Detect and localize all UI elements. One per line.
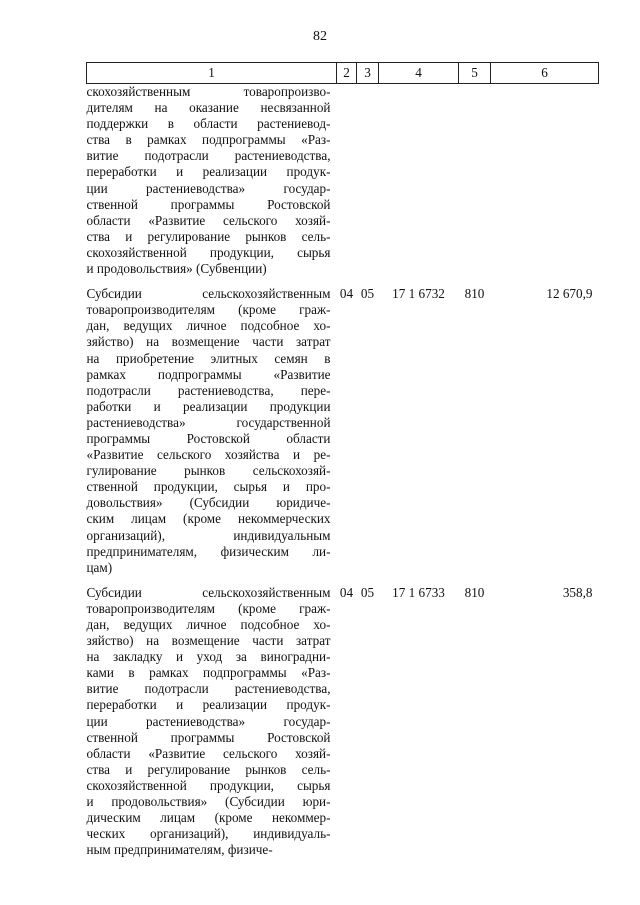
description-line: на закладку и уход за виноградни-	[86, 649, 331, 665]
description-line: ции растениеводства» государ-	[86, 180, 331, 196]
subsection-code: 05	[360, 286, 375, 302]
description-line: ческих организаций), индивидуаль-	[86, 826, 331, 842]
description-line: ственной программы Ростовской	[86, 729, 331, 745]
target-article-code: 17 1 6732	[392, 286, 445, 302]
description-line: ственной программы Ростовской	[86, 196, 331, 212]
description-line: ским лицам (кроме некоммерческих	[86, 511, 331, 527]
table-body	[87, 84, 599, 868]
description-line: области «Развитие сельского хозяй-	[86, 212, 331, 228]
amount-value: 358,8	[562, 584, 593, 600]
description-line: программы Ростовской области	[86, 430, 331, 446]
target-article-code: 17 1 6733	[392, 584, 445, 600]
table-row	[87, 84, 599, 287]
description-line: ным предпринимателям, физиче-	[86, 842, 273, 858]
table-row	[87, 286, 599, 585]
column-header-4: 4	[379, 63, 459, 84]
description-line: довольствия» (Субсидии юридиче-	[86, 495, 331, 511]
target-article-code	[379, 84, 459, 287]
column-header-1: 1	[87, 63, 337, 84]
description-line: скохозяйственной продукции, сырья	[86, 244, 331, 260]
row-description	[87, 286, 337, 585]
description-line: ками в рамках подпрограммы «Раз-	[86, 665, 331, 681]
description-line: организаций), индивидуальным	[86, 527, 331, 543]
expense-type-code: 810	[464, 584, 485, 600]
description-line: дан, ведущих личное подсобное хо-	[86, 318, 331, 334]
description-line: ства и регулирование рынков сель-	[86, 228, 331, 244]
description-line: «Развитие сельского хозяйства и ре-	[86, 447, 331, 463]
description-line: рамках подпрограммы «Развитие	[86, 366, 331, 382]
description-line: растениеводства» государственной	[86, 414, 331, 430]
description-line: области «Развитие сельского хозяй-	[86, 745, 331, 761]
row-description	[87, 84, 337, 287]
description-line: подотрасли растениеводства, пере-	[86, 382, 331, 398]
description-line: Субсидии сельскохозяйственным	[86, 584, 331, 600]
description-line: ственной продукции, сырья и про-	[86, 479, 331, 495]
description-line: товаропроизводителям (кроме граж-	[86, 302, 331, 318]
description-line: ства в рамках подпрограммы «Раз-	[86, 132, 331, 148]
description-line: поддержки в области растениевод-	[86, 116, 331, 132]
page-number: 82	[313, 29, 327, 44]
amount-value: 12 670,9	[546, 286, 593, 302]
description-line: скохозяйственной продукции, сырья	[86, 777, 331, 793]
description-line: ции растениеводства» государ-	[86, 713, 331, 729]
subsection-code: 05	[360, 584, 375, 600]
description-line: витие подотрасли растениеводства,	[86, 681, 331, 697]
description-line: скохозяйственным товаропроизво-	[86, 84, 331, 99]
budget-table	[86, 62, 599, 867]
expense-type-code	[459, 84, 491, 287]
table-row	[87, 585, 599, 868]
description-line: цам)	[86, 559, 113, 575]
column-header-2: 2	[337, 63, 357, 84]
description-line: переработки и реализации продук-	[86, 164, 331, 180]
description-line: Субсидии сельскохозяйственным	[86, 286, 331, 302]
description-line: предпринимателям, физическим ли-	[86, 543, 331, 559]
section-code	[337, 84, 357, 287]
table-header-row	[87, 63, 599, 84]
description-line: дителям на оказание несвязанной	[86, 100, 331, 116]
description-line: гулирование рынков сельскохозяй-	[86, 463, 331, 479]
description-line: витие подотрасли растениеводства,	[86, 148, 331, 164]
description-line: ства и регулирование рынков сель-	[86, 761, 331, 777]
description-line: дическим лицам (кроме некоммер-	[86, 810, 331, 826]
description-line: зяйство) на возмещение части затрат	[86, 633, 331, 649]
description-line: на приобретение элитных семян в	[86, 350, 331, 366]
column-header-3: 3	[357, 63, 379, 84]
row-description	[87, 585, 337, 868]
description-line: работки и реализации продукции	[86, 398, 331, 414]
description-line: дан, ведущих личное подсобное хо-	[86, 617, 331, 632]
subsection-code	[357, 84, 379, 287]
column-header-6: 6	[491, 63, 599, 84]
column-header-5: 5	[459, 63, 491, 84]
section-code: 04	[339, 286, 354, 302]
description-line: товаропроизводителям (кроме граж-	[86, 600, 331, 616]
description-line: переработки и реализации продук-	[86, 697, 331, 713]
description-line: и продовольствия» (Субсидии юри-	[86, 794, 331, 810]
description-line: зяйство) на возмещение части затрат	[86, 334, 331, 350]
section-code: 04	[339, 584, 354, 600]
expense-type-code: 810	[464, 286, 485, 302]
amount-value	[491, 84, 599, 287]
description-line: и продовольствия» (Субвенции)	[86, 261, 267, 277]
